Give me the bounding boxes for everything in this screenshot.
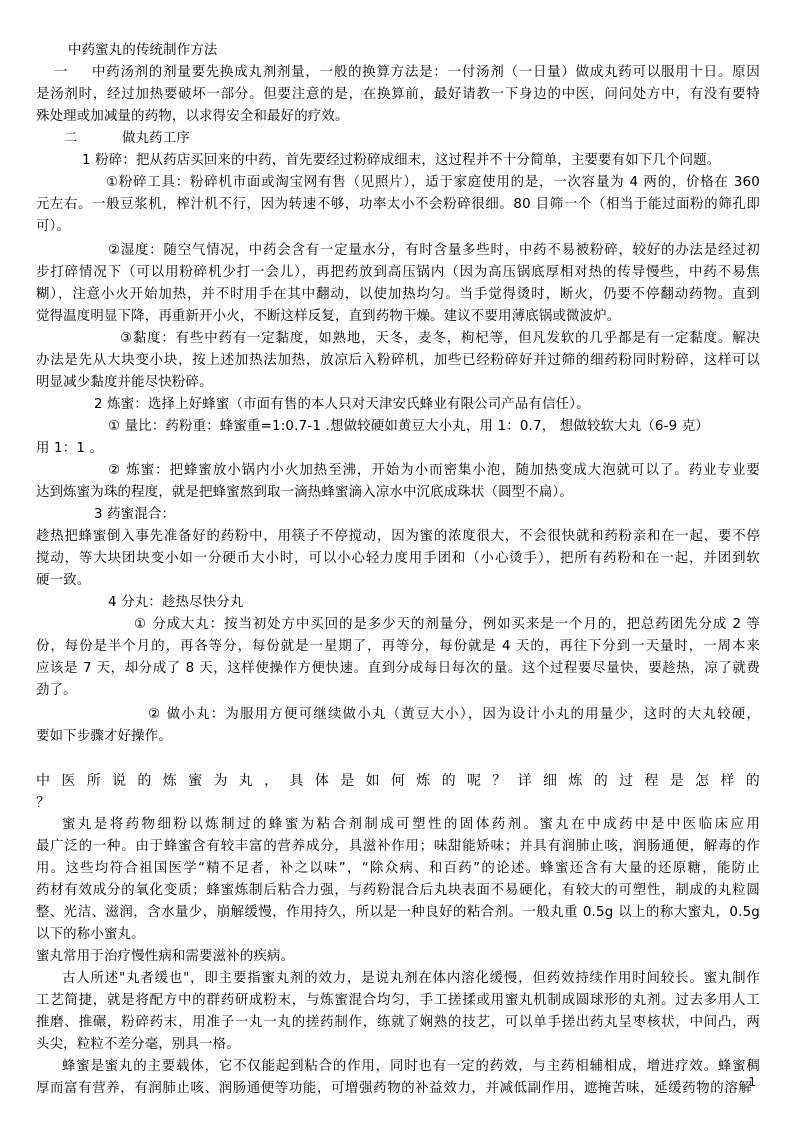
answer-line: 头尖，粒粒不差分毫，别具一格。 [36, 1037, 240, 1052]
viscosity-line: ③黏度：有些中药有一定黏度，如熟地，天冬，麦冬，枸杞等，但凡发软的几乎都是有一定黏度。解决 [120, 331, 760, 346]
step-crushing-line: 可）。 [36, 219, 71, 234]
big-pill-line: 劲了。 [36, 683, 77, 698]
mixing-line: 趁热把蜂蜜倒入事先准备好的药粉中，用筷子不停搅动，因为蜜的浓度很大，不会很快就和药粉亲和在一起，要不停 [36, 529, 760, 544]
step-crushing-line: 1 粉碎：把从药店买回来的中药，首先要经过粉碎成细末，这过程并不十分简单，主要要有如下几个问题。 [82, 153, 721, 168]
answer-line: 蜂蜜是蜜丸的主要载体，它不仅能起到粘合的作用，同时也有一定的药效，与主药相辅相成，增进疗效。蜂蜜稠 [62, 1059, 760, 1074]
section-one-line: 中药汤剂的剂量要先换成丸剂剂量，一般的换算方法是：一付汤剂（一日量）做成丸药可以服用十日。原因 [92, 65, 760, 80]
big-pill-line: 份，每份是半个月的，再各等分，每份就是一星期了，再等分，每份就是 4 天的，再往下分到一天量时，一周本来 [36, 639, 760, 654]
section-two-title: 做丸药工序 [122, 131, 190, 146]
answer-line: 用。这些均符合祖国医学“精不足者，补之以味”，“除众病、和百药”的论述。蜂蜜还含有大量的还原糖，能防止 [36, 861, 760, 876]
step-crushing-line: ①粉碎工具：粉碎机市面或淘宝网有售（见照片），适于家庭使用的是，一次容量为 4 两的，价格在 360 [106, 175, 760, 190]
big-pill-line: ① 分成大丸：按当初处方中买回的是多少天的剂量分，例如买来是一个月的，把总药团先分成 2 等 [134, 617, 760, 632]
humidity-line: 步打碎情况下（可以用粉碎机少打一会儿），再把药放到高压锅内（因为高压锅底厚相对热的传导慢些，中药不易焦 [36, 265, 760, 280]
refining-line: 达到炼蜜为珠的程度，就是把蜂蜜熬到取一滴热蜂蜜滴入凉水中沉底成珠状（圆型不扁）。 [36, 485, 573, 500]
viscosity-line: 明显减少黏度并能尽快粉碎。 [36, 375, 213, 390]
answer-line: 蜜丸是将药物细粉以炼制过的蜂蜜为粘合剂制成可塑性的固体药剂。蜜丸在中成药中是中医临床应用 [62, 817, 760, 832]
section-two-number: 二 [64, 131, 78, 146]
small-pill-line: 要如下步骤才好操作。 [36, 729, 172, 744]
answer-line: 整、光洁、滋润，含水量少，崩解缓慢，作用持久，所以是一种良好的粘合剂。一般丸重 0.5g 以上的称大蜜丸，0.5g [36, 905, 760, 920]
answer-line: 药材有效成分的氧化变质；蜂蜜炼制后粘合力强，与药粉混合后丸块表面不易硬化，有较大的可塑性，制成的丸粒圆 [36, 883, 760, 898]
answer-line: 最广泛的一种。由于蜂蜜含有较丰富的营养成分，具滋补作用；味甜能矫味；并具有润肺止咳，润肠通便，解毒的作 [36, 839, 760, 854]
answer-line: 厚而富有营养，有润肺止咳、润肠通便等功能，可增强药物的补益效力，并减低副作用，遮掩苦味，延缓药物的溶解 [36, 1081, 752, 1096]
section-one-line: 殊处理或加减量的药物，以求得安全和最好的疗效。 [36, 109, 349, 124]
step-mixing-heading: 3 药蜜混合： [94, 507, 176, 522]
step-honey-line: 2 炼蜜：选择上好蜂蜜（市面有售的本人只对天津安氏蜂业有限公司产品有信任）。 [94, 397, 590, 412]
answer-line: 推磨、推碾，粉碎药末，用准子一丸一丸的搓药制作，练就了娴熟的技艺，可以单手搓出药丸呈枣核状，中间凸，两 [36, 1015, 760, 1030]
question-heading: 中 医 所 说 的 炼 蜜 为 丸 ， 具 体 是 如 何 炼 的 呢 ？ 详 细 炼 的 过 程 是 怎 样 的 [36, 773, 760, 789]
answer-line: 蜜丸常用于治疗慢性病和需要滋补的疾病。 [36, 949, 295, 964]
answer-line: 工艺简捷，就是将配方中的群药研成粉末，与炼蜜混合均匀，手工搓揉或用蜜丸机制成圆球形的丸剂。过去多用人工 [36, 993, 760, 1008]
ratio-line: ① 量比：药粉重：蜂蜜重=1:0.7-1 .想做较硬如黄豆大小丸，用 1：0.7， 想做较软大丸（6-9 克） [108, 419, 710, 434]
small-pill-line: ② 做小丸：为服用方便可继续做小丸（黄豆大小），因为设计小丸的用量少，这时的大丸较硬， [148, 707, 760, 722]
humidity-line: ②湿度：随空气情况，中药会含有一定量水分，有时含量多些时，中药不易被粉碎，较好的办法是经过初 [108, 243, 760, 258]
ratio-line: 用 1：1 。 [36, 441, 104, 456]
mixing-line: 硬一致。 [36, 573, 91, 588]
question-heading: ？ [36, 795, 51, 811]
answer-line: 古人所述"丸者缓也"，即主要指蜜丸剂的效力，是说丸剂在体内溶化缓慢，但药效持续作用时间较长。蜜丸制作 [62, 971, 760, 986]
section-one-line: 是汤剂时，经过加热要破坏一部分。但要注意的是，在换算前，最好请教一下身边的中医，问问处方中，有没有要特 [36, 87, 760, 102]
refining-line: ② 炼蜜：把蜂蜜放小锅内小火加热至沸，开始为小而密集小泡，随加热变成大泡就可以了。药业专业要 [108, 463, 760, 478]
big-pill-line: 应该是 7 天，却分成了 8 天，这样使操作方便快速。直到分成每日每次的量。这个过程要尽量快，要趁热，凉了就费 [36, 661, 760, 676]
section-one-number: 一 [54, 65, 68, 80]
humidity-line: 糊），注意小火开始加热，并不时用手在其中翻动，以使加热均匀。当手觉得烫时，断火，仍要不停翻动药物。直到 [36, 287, 760, 302]
humidity-line: 觉得温度明显下降，再重新开小火，不断这样反复，直到药物干燥。建议不要用薄底锅或微波炉。 [36, 309, 621, 324]
mixing-line: 搅动，等大块团块变小如一分硬币大小时，可以小心轻力度用手团和（小心烫手），把所有药粉和在一起，并团到软 [36, 551, 760, 566]
step-crushing-line: 元左右。一般豆浆机，榨汁机不行，因为转速不够，功率太小不会粉碎很细。80 目筛一个（相当于能过面粉的筛孔即 [36, 197, 760, 212]
step-dividing-heading: 4 分丸：趁热尽快分丸 [108, 595, 244, 610]
page-number: 1 [748, 1075, 756, 1089]
viscosity-line: 办法是先从大块变小块，按上述加热法加热，放凉后入粉碎机，加些已经粉碎好并过筛的细药粉同时粉碎，这样可以 [36, 353, 760, 368]
answer-line: 以下的称小蜜丸。 [36, 927, 145, 942]
document-title: 中药蜜丸的传统制作方法 [68, 43, 218, 58]
